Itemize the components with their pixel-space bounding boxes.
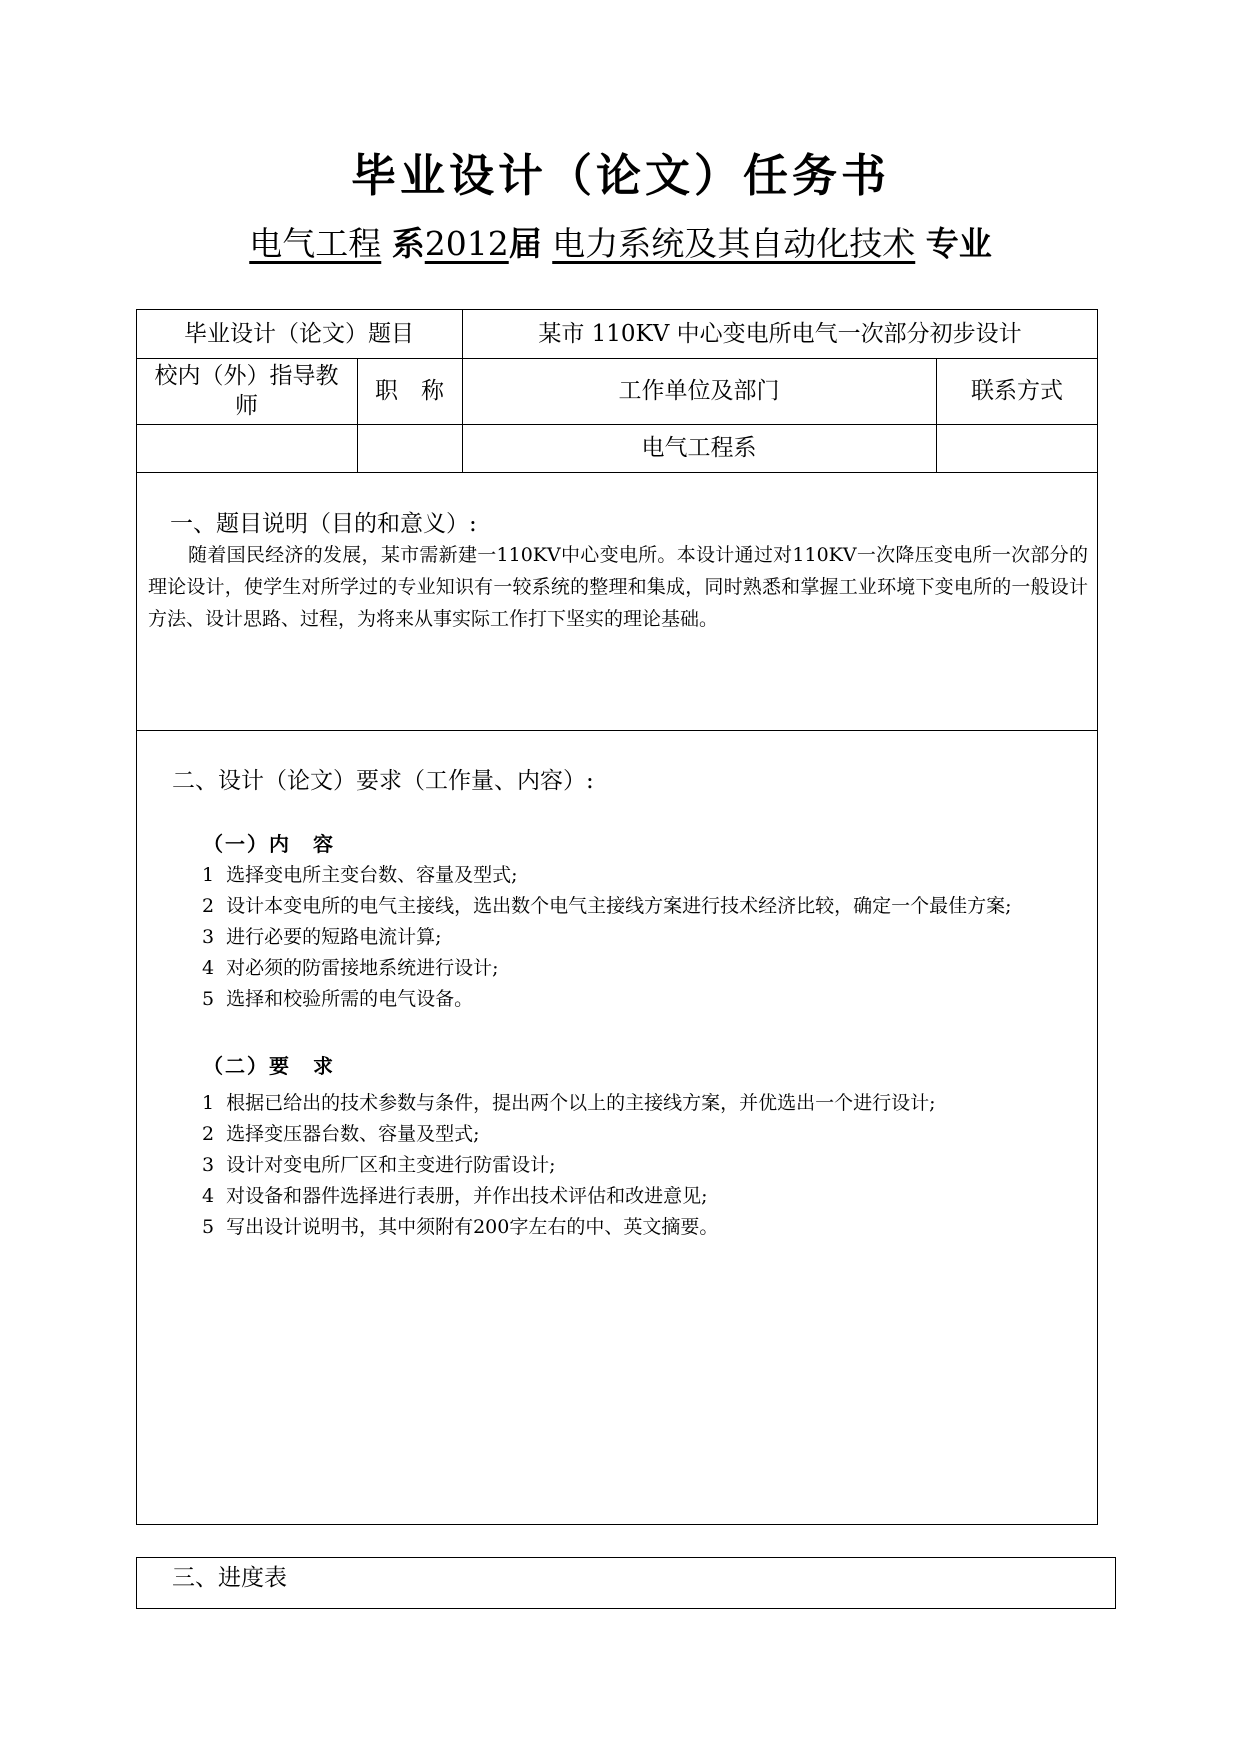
major-name: 电力系统及其自动化技术 — [552, 224, 916, 263]
document-title: 毕业设计（论文）任务书 — [350, 149, 890, 202]
table-rule — [136, 730, 1098, 731]
department-suffix: 系 — [391, 224, 425, 263]
document-subtitle — [0, 220, 1241, 268]
major-suffix: 专业 — [925, 224, 992, 263]
section3-heading: 三、进度表 — [172, 1565, 287, 1591]
title-value — [357, 424, 462, 472]
table-rule — [136, 472, 1098, 473]
advisor-header: 校内（外）指导教师 — [154, 363, 339, 419]
contact-header: 联系方式 — [971, 378, 1063, 404]
advisor-value — [136, 424, 357, 472]
contact-value — [936, 424, 1098, 472]
section1-heading: 一、题目说明（目的和意义）: — [170, 511, 477, 537]
requirements-subheading: （二）要 求 — [203, 1054, 335, 1078]
list-item: 4 对设备和器件选择进行表册，并作出技术评估和改进意见; — [202, 1185, 708, 1207]
year-suffix: 届 — [508, 224, 542, 263]
topic-value: 某市 110KV 中心变电所电气一次部分初步设计 — [538, 320, 1022, 347]
list-item: 3 设计对变电所厂区和主变进行防雷设计; — [202, 1154, 556, 1176]
section1-body: 随着国民经济的发展，某市需新建一110KV中心变电所。本设计通过对110KV一次降压变电所一次部分的理论设计，使学生对所学过的专业知识有一较系统的整理和集成，同时熟悉和掌握工业环境下变电所的一般设计方法、设计思路、过程，为将来从事实际工作打下坚实的理论基础。 — [148, 544, 1088, 630]
section2-heading: 二、设计（论文）要求（工作量、内容）: — [172, 768, 594, 794]
department-name: 电气工程 — [249, 224, 382, 263]
list-item: 1 选择变电所主变台数、容量及型式; — [202, 864, 518, 886]
list-item: 3 进行必要的短路电流计算; — [202, 926, 442, 948]
list-item: 2 设计本变电所的电气主接线，选出数个电气主接线方案进行技术经济比较，确定一个最佳方案; — [202, 895, 1012, 917]
content-subheading: （一）内 容 — [203, 832, 335, 856]
content-list — [148, 860, 1088, 1015]
title-header: 职 称 — [375, 378, 444, 404]
graduation-year: 2012 — [424, 224, 509, 263]
list-item: 4 对必须的防雷接地系统进行设计; — [202, 957, 499, 979]
list-item: 5 选择和校验所需的电气设备。 — [202, 988, 474, 1010]
list-item: 2 选择变压器台数、容量及型式; — [202, 1123, 480, 1145]
unit-header: 工作单位及部门 — [618, 378, 780, 404]
list-item: 1 根据已给出的技术参数与条件，提出两个以上的主接线方案，并优选出一个进行设计; — [202, 1092, 936, 1114]
requirements-list — [148, 1088, 1088, 1243]
unit-value: 电气工程系 — [641, 435, 757, 461]
topic-label: 毕业设计（论文）题目 — [184, 320, 414, 347]
list-item: 5 写出设计说明书，其中须附有200字左右的中、英文摘要。 — [202, 1216, 719, 1238]
